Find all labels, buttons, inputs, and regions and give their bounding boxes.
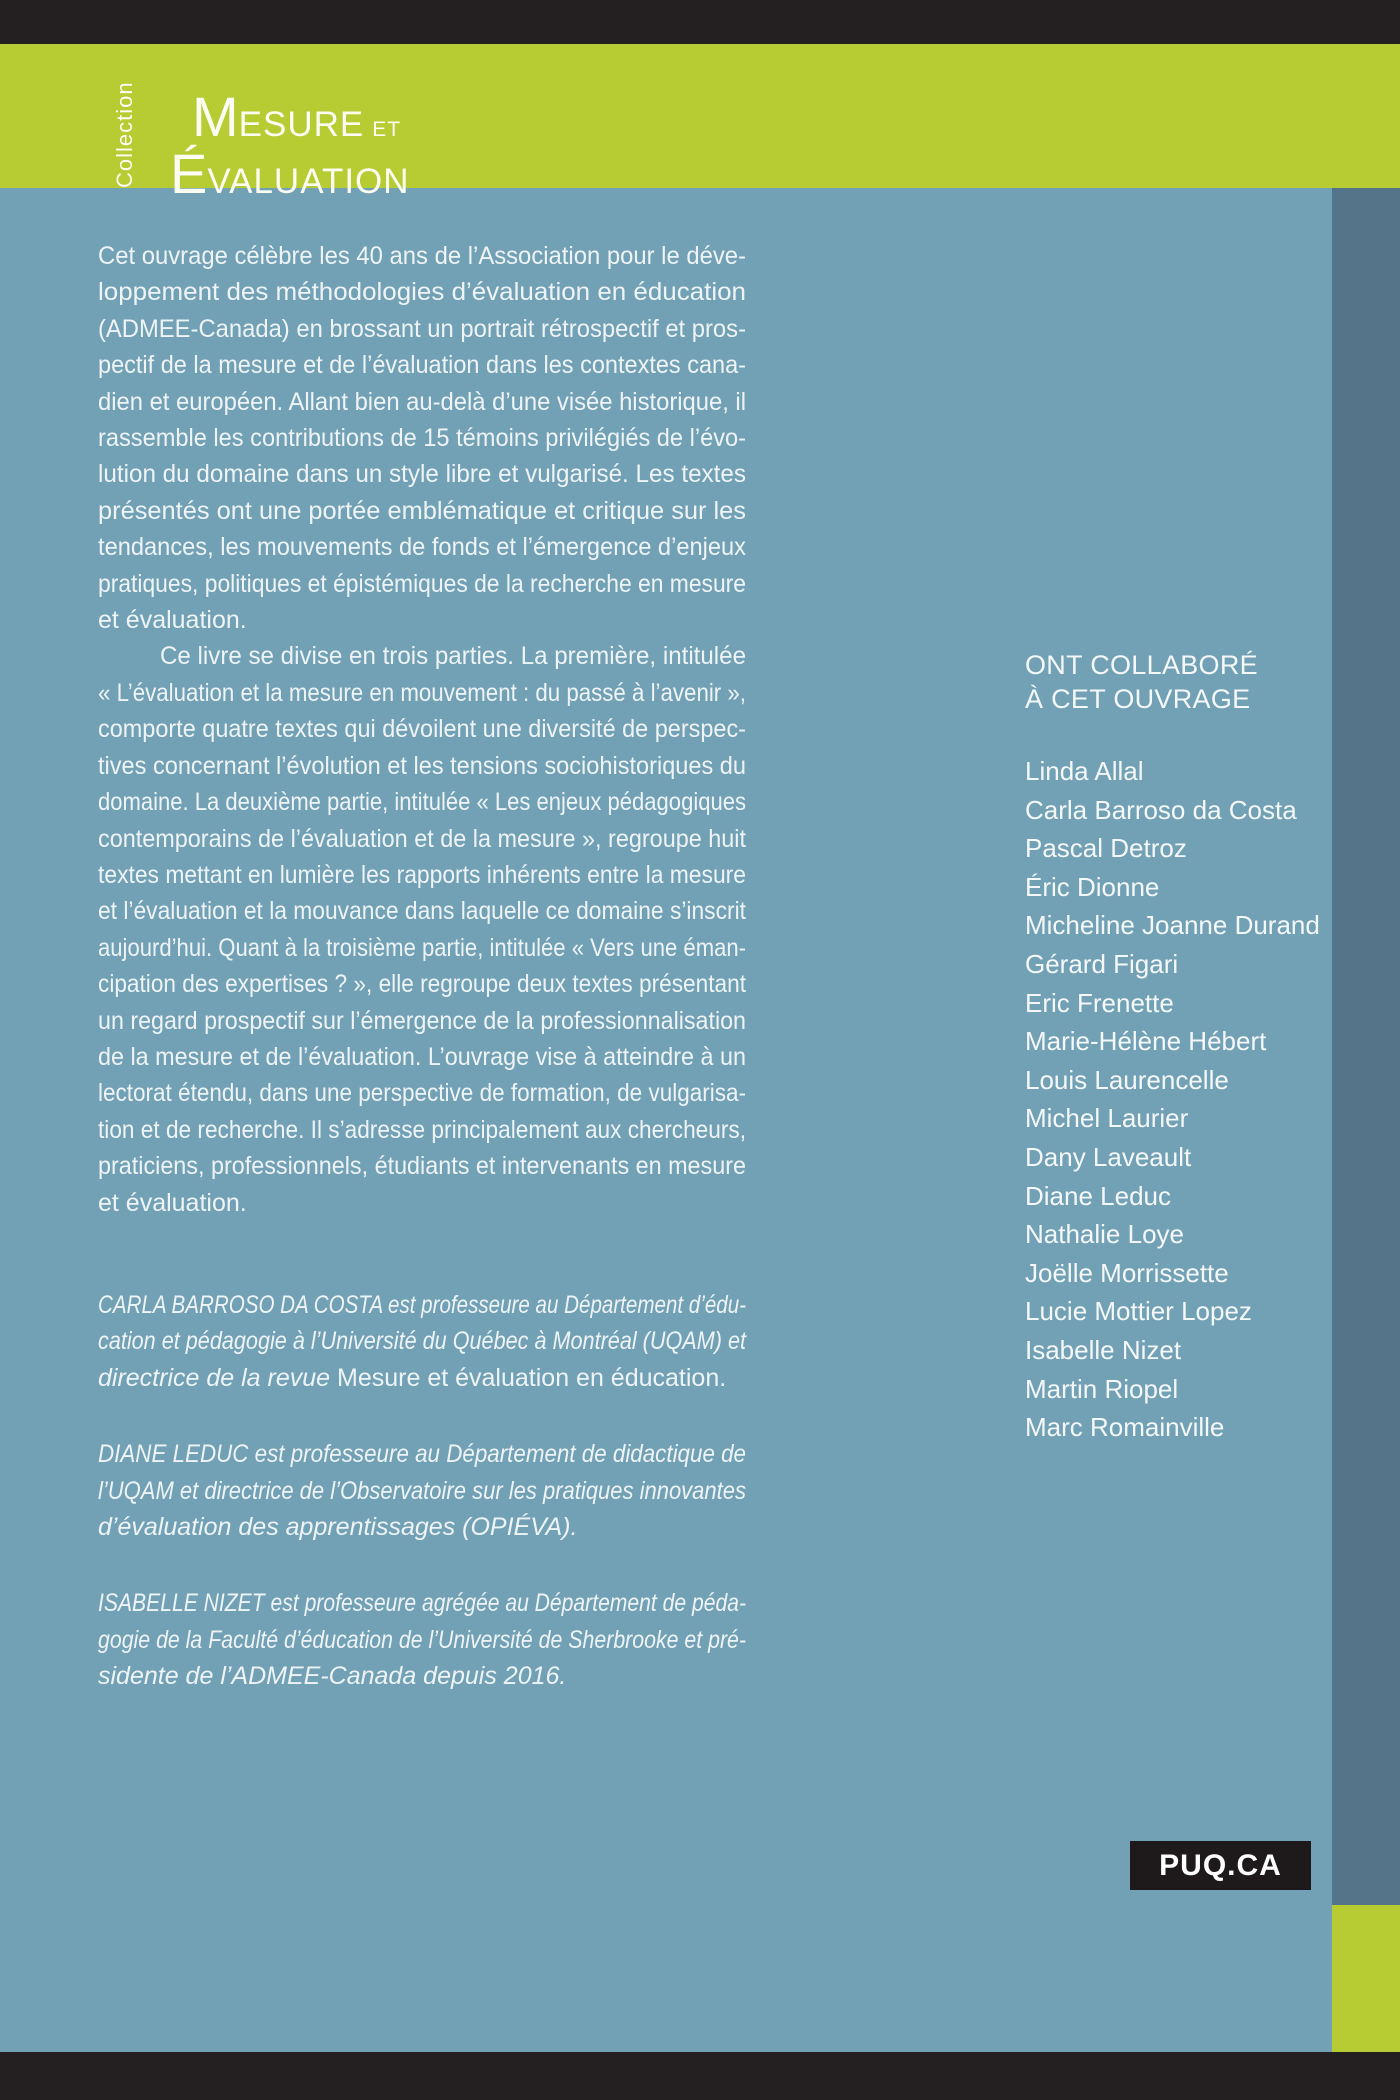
logo-mesure-rest: ESURE xyxy=(238,105,365,144)
bio-line: gogie de la Faculté d’éducation de l’Université de Sherbrooke et pré- xyxy=(98,1625,746,1654)
contributor-name: Linda Allal xyxy=(1025,756,1144,786)
body-line: dien et européen. Allant bien au-delà d’une visée historique, il xyxy=(98,387,746,416)
contributor-name: Michel Laurier xyxy=(1025,1103,1189,1134)
body-line: (ADMEE-Canada) en brossant un portrait rétrospectif et pros- xyxy=(98,314,746,343)
contributor-name: Marie-Hélène Hébert xyxy=(1025,1026,1267,1057)
contributors-heading-line1: ONT COLLABORÉ xyxy=(1025,650,1258,680)
contributor-name: Pascal Detroz xyxy=(1025,833,1187,864)
logo-initial-e: É xyxy=(170,142,208,205)
publisher-url-label: PUQ.CA xyxy=(1159,1848,1282,1882)
body-line: loppement des méthodologies d’évaluation en éducation xyxy=(98,278,746,307)
body-line: textes mettant en lumière les rapports inhérents entre la mesure xyxy=(98,860,746,889)
contributor-name: Carla Barroso da Costa xyxy=(1025,794,1297,825)
body-line: tives concernant l’évolution et les tensions sociohistoriques du xyxy=(98,751,746,780)
logo-et: ET xyxy=(372,118,402,141)
body-line: cipation des expertises ? », elle regroupe deux textes présentant xyxy=(98,970,746,999)
contributor-name: Dany Laveault xyxy=(1025,1141,1192,1172)
contributor-name: Louis Laurencelle xyxy=(1025,1064,1229,1095)
body-line: domaine. La deuxième partie, intitulée « Les enjeux pédagogiques xyxy=(98,788,746,817)
contributor-name: Micheline Joanne Durand xyxy=(1025,910,1320,941)
contributors-panel xyxy=(1025,648,1332,1447)
contributor-name: Marc Romainville xyxy=(1025,1412,1225,1443)
contributors-heading-line2: À CET OUVRAGE xyxy=(1025,684,1251,714)
body-line: un regard prospectif sur l’émergence de la professionnalisation xyxy=(98,1006,746,1035)
bio-line: cation et pédagogie à l’Université du Québec à Montréal (UQAM) et xyxy=(98,1327,746,1356)
collection-logo xyxy=(170,85,410,210)
bio-paragraphs xyxy=(98,1287,746,1695)
bio-line: d’évaluation des apprentissages (OPIÉVA). xyxy=(98,1513,578,1541)
body-line: de la mesure et de l’évaluation. L’ouvrage vise à atteindre à un xyxy=(98,1042,746,1071)
bio-paragraph xyxy=(98,1585,746,1694)
body-line: comporte quatre textes qui dévoilent une diversité de perspec- xyxy=(98,715,746,744)
body-line: pratiques, politiques et épistémiques de la recherche en mesure xyxy=(98,569,746,598)
body-line: présentés ont une portée emblématique et critique sur les xyxy=(98,496,747,525)
bio-line: sidente de l’ADMEE-Canada depuis 2016. xyxy=(98,1662,567,1691)
body-line: lectorat étendu, dans une perspective de formation, de vulgarisa- xyxy=(98,1079,746,1108)
body-line: et évaluation. xyxy=(98,606,247,635)
body-line: aujourd’hui. Quant à la troisième partie, intitulée « Vers une éman- xyxy=(98,933,746,962)
body-line: et l’évaluation et la mouvance dans laquelle ce domaine s’inscrit xyxy=(98,897,746,926)
right-green-strip xyxy=(1332,1905,1400,2052)
contributor-name: Gérard Figari xyxy=(1025,948,1179,979)
body-text xyxy=(98,238,746,1221)
bio-line: l’UQAM et directrice de l’Observatoire sur les pratiques innovantes xyxy=(98,1476,746,1505)
publisher-badge xyxy=(1130,1841,1311,1890)
body-line: pectif de la mesure et de l’évaluation dans les contextes cana- xyxy=(98,351,746,380)
bio-line: CARLA BARROSO DA COSTA est professeure au Département d’édu- xyxy=(98,1290,746,1319)
bio-paragraph xyxy=(98,1287,746,1396)
contributor-name: Isabelle Nizet xyxy=(1025,1334,1182,1365)
contributor-name: Lucie Mottier Lopez xyxy=(1025,1296,1252,1327)
contributor-name: Martin Riopel xyxy=(1025,1373,1179,1404)
body-line: et évaluation. xyxy=(98,1188,247,1217)
back-cover-text xyxy=(98,238,746,1695)
bio-line: DIANE LEDUC est professeure au Département de didactique de xyxy=(98,1440,746,1469)
right-slate-strip xyxy=(1332,188,1400,1905)
contributor-name: Éric Dionne xyxy=(1025,871,1160,902)
body-line: rassemble les contributions de 15 témoins privilégiés de l’évo- xyxy=(98,424,746,453)
bio-line: ISABELLE NIZET est professeure agrégée au Département de péda- xyxy=(98,1589,746,1618)
contributors-list xyxy=(1025,752,1332,1447)
contributor-name: Nathalie Loye xyxy=(1025,1219,1184,1250)
bio-paragraph xyxy=(98,1436,746,1545)
body-line: contemporains de l’évaluation et de la mesure », regroupe huit xyxy=(98,824,746,853)
body-line: tion et de recherche. Il s’adresse principalement aux chercheurs, xyxy=(98,1115,746,1144)
top-bar xyxy=(0,0,1400,44)
contributors-heading xyxy=(1025,648,1332,716)
logo-evaluation-rest: VALUATION xyxy=(207,162,410,201)
contributor-name: Joëlle Morrissette xyxy=(1025,1257,1229,1288)
bio-line: directrice de la revue Mesure et évaluation en éducation. xyxy=(98,1363,727,1392)
body-line: Cet ouvrage célèbre les 40 ans de l’Association pour le déve- xyxy=(98,242,746,270)
collection-band xyxy=(0,44,1400,205)
body-line: lution du domaine dans un style libre et vulgarisé. Les textes xyxy=(98,460,746,489)
collection-label: Collection xyxy=(112,81,137,188)
body-line: praticiens, professionnels, étudiants et intervenants en mesure xyxy=(98,1152,746,1181)
logo-line-evaluation xyxy=(170,142,410,210)
body-line: tendances, les mouvements de fonds et l’émergence d’enjeux xyxy=(98,533,746,562)
body-line: Ce livre se divise en trois parties. La première, intitulée xyxy=(160,642,746,671)
contributor-name: Diane Leduc xyxy=(1025,1180,1171,1211)
bottom-bar xyxy=(0,2052,1400,2100)
contributor-name: Eric Frenette xyxy=(1025,987,1174,1018)
body-line: « L’évaluation et la mesure en mouvement : du passé à l’avenir », xyxy=(98,678,746,707)
logo-initial-m: M xyxy=(192,85,239,148)
